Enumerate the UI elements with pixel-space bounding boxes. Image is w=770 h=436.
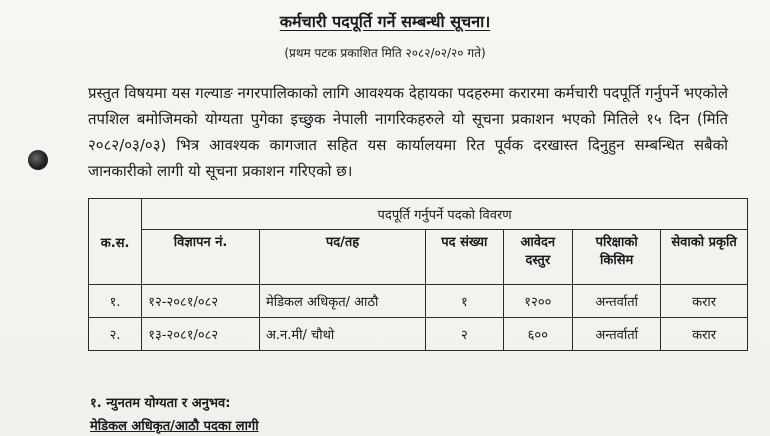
header-sn: क.स. — [89, 199, 142, 285]
row-service: करार — [661, 318, 748, 351]
section-heading: १. न्युनतम योग्यता र अनुभव: — [90, 396, 231, 411]
row-fee: ६०० — [503, 318, 573, 351]
punch-hole-mark — [28, 150, 48, 170]
row-ad-no: १३-२०८१/०८२ — [142, 318, 260, 351]
table-caption: पदपूर्ति गर्नुपर्ने पदको विवरण — [142, 199, 748, 230]
header-count: पद संख्या — [426, 230, 503, 285]
notice-paragraph: प्रस्तुत विषयमा यस गल्याङ नगरपालिकाको लागि आवश्यक देहायका पदहरुमा करारमा कर्मचारी पदपूर्ति गर्नुपर्ने भएकोले तपशिल बमोजिमको योग्यता पुगेका इच्छुक नेपाली नागरिकहरुले यो सूचना प्रकाशन भएको मितिले १५ दिन (मिति २०८२/०३/०३) भित्र आवश्यक कागजात सहित यस कार्यालयमा रित पूर्वक दरखास्त दिनुहुन सम्बन्धित सबैको जानकारीको लागी यो सूचना प्रकाशन गरिएको छ। — [88, 84, 728, 180]
table-row — [89, 285, 748, 318]
header-exam: परिक्षाको किसिम — [573, 230, 661, 285]
row-post: मेडिकल अधिकृत/ आठौ — [259, 285, 425, 318]
row-post: अ.न.मी/ चौथो — [259, 318, 425, 351]
notice-subtitle: (प्रथम पटक प्रकाशित मिति २०८२/०२/२० गते) — [284, 46, 486, 60]
row-count: २ — [426, 318, 503, 351]
row-sn: २. — [89, 318, 142, 351]
table-row — [89, 318, 748, 351]
header-fee: आवेदन दस्तुर — [503, 230, 573, 285]
row-sn: १. — [89, 285, 142, 318]
header-post: पद/तह — [259, 230, 425, 285]
header-ad-no: विज्ञापन नं. — [142, 230, 260, 285]
header-service: सेवाको प्रकृति — [661, 230, 748, 285]
row-exam: अन्तर्वार्ता — [573, 285, 661, 318]
section-subheading: मेडिकल अधिकृत/आठौ पदका लागी — [90, 419, 259, 434]
row-fee: १२०० — [503, 285, 573, 318]
row-service: करार — [661, 285, 748, 318]
notice-title: कर्मचारी पदपूर्ति गर्ने सम्बन्धी सूचना। — [279, 12, 491, 31]
row-count: १ — [426, 285, 503, 318]
row-ad-no: १२-२०८१/०८२ — [142, 285, 260, 318]
row-exam: अन्तर्वार्ता — [573, 318, 661, 351]
vacancy-table — [88, 198, 748, 351]
